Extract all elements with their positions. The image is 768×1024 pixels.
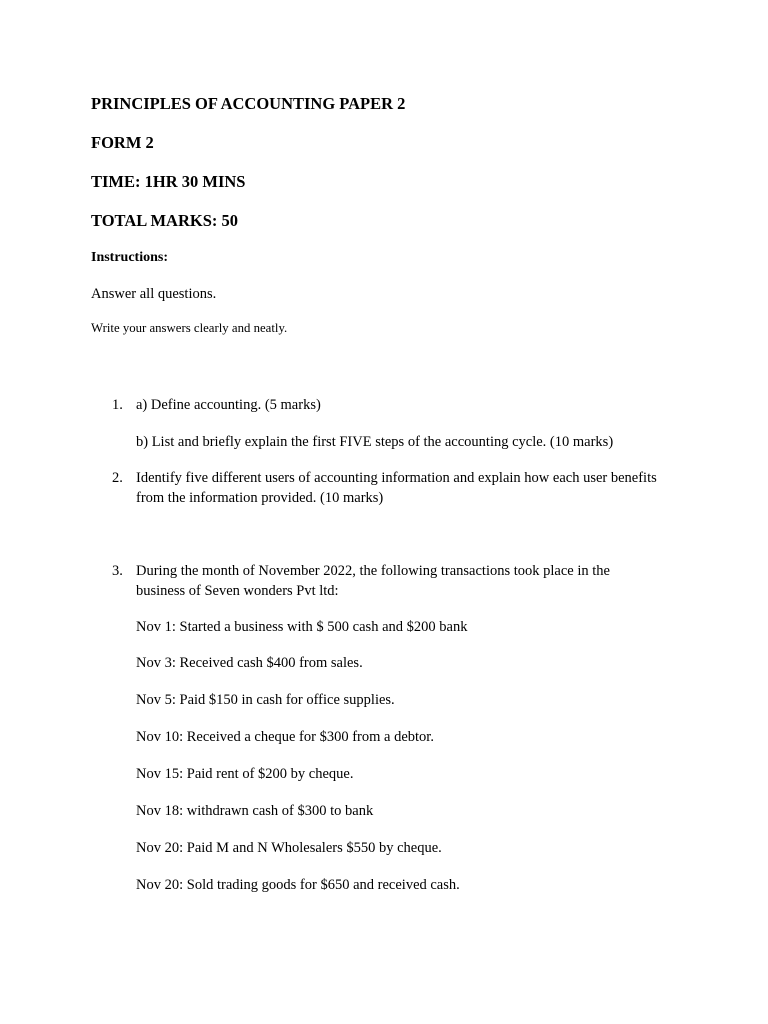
question-number: 1. <box>112 397 123 413</box>
transaction-item: Nov 3: Received cash $400 from sales. <box>136 655 363 671</box>
instruction-line-2: Write your answers clearly and neatly. <box>91 321 288 335</box>
exam-time: TIME: 1HR 30 MINS <box>91 172 246 191</box>
question-number: 2. <box>112 470 123 486</box>
question-number: 3. <box>112 563 123 579</box>
question-2-text: Identify five different users of accounting information and explain how each user benefits from the information provided. (10 marks) <box>136 470 657 506</box>
exam-title: PRINCIPLES OF ACCOUNTING PAPER 2 <box>91 94 406 113</box>
transaction-item: Nov 10: Received a cheque for $300 from a debtor. <box>136 729 434 745</box>
question-3-text: During the month of November 2022, the following transactions took place in the business of Seven wonders Pvt ltd: <box>136 563 610 599</box>
question-1-part-b: b) List and briefly explain the first FIVE steps of the accounting cycle. (10 marks) <box>136 434 614 450</box>
form-level: FORM 2 <box>91 133 154 152</box>
transaction-item: Nov 20: Sold trading goods for $650 and received cash. <box>136 877 460 893</box>
transaction-item: Nov 15: Paid rent of $200 by cheque. <box>136 766 354 782</box>
question-1-part-a: a) Define accounting. (5 marks) <box>136 397 321 413</box>
total-marks: TOTAL MARKS: 50 <box>91 211 238 230</box>
transaction-item: Nov 5: Paid $150 in cash for office supplies. <box>136 692 395 708</box>
instruction-line-1: Answer all questions. <box>91 286 217 302</box>
instructions-label: Instructions: <box>91 250 169 265</box>
transaction-item: Nov 20: Paid M and N Wholesalers $550 by cheque. <box>136 840 442 856</box>
transaction-item: Nov 1: Started a business with $ 500 cash and $200 bank <box>136 619 468 635</box>
transaction-item: Nov 18: withdrawn cash of $300 to bank <box>136 803 374 819</box>
